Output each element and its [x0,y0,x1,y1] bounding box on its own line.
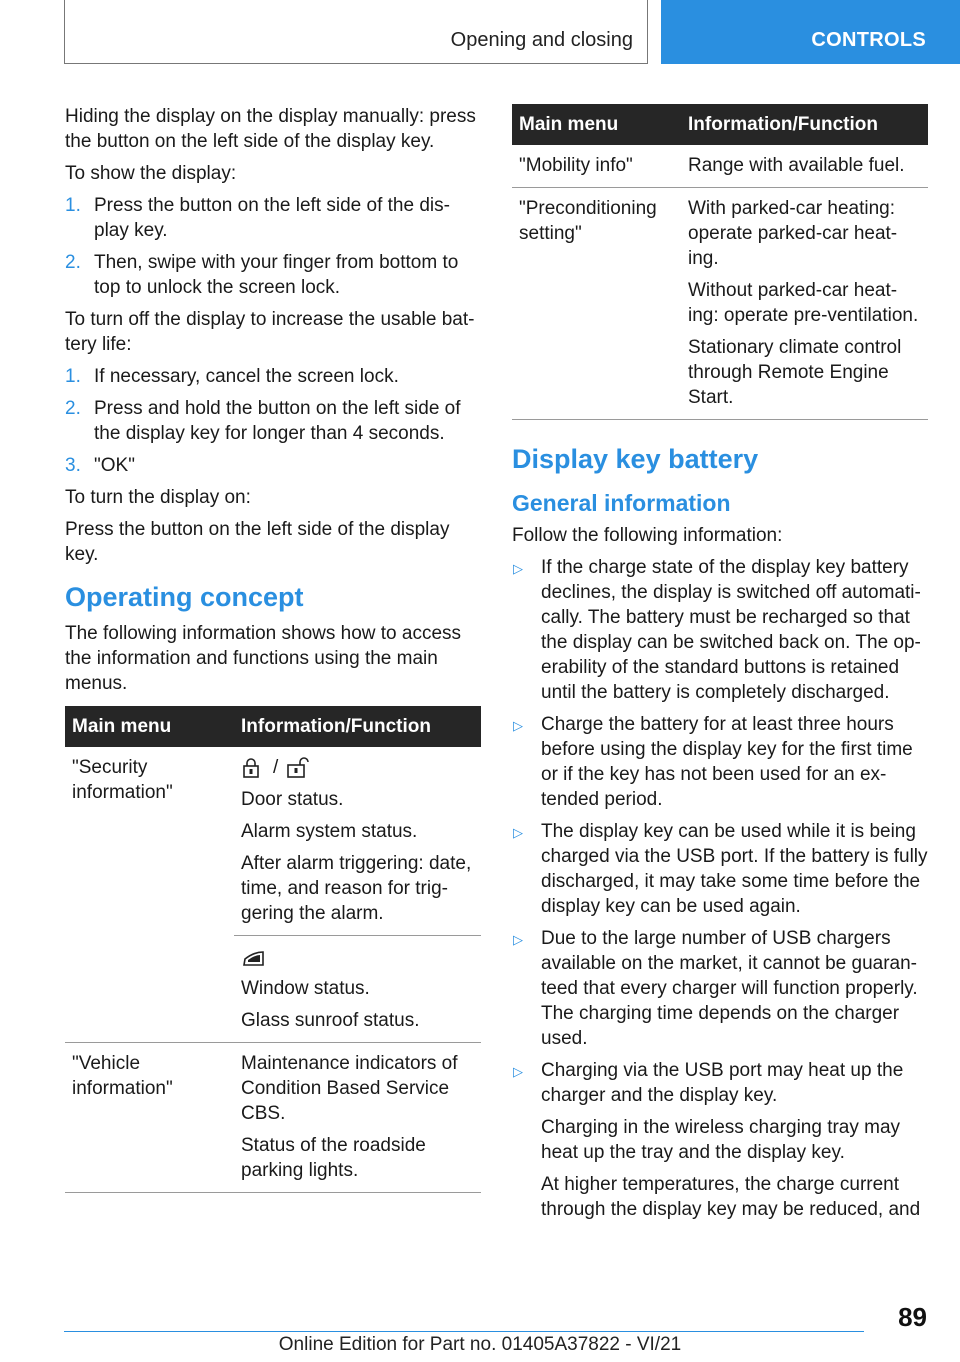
triangle-bullet-icon: ▷ [513,825,523,840]
list-item-text: At higher temperatures, the charge current through the display key may be reduced, and [541,1174,921,1220]
step-text: Press and hold the button on the left side of the display key for longer than 4 seconds. [94,398,461,444]
list-item [512,1058,928,1222]
menu-cell: "Security information" [65,747,234,1043]
list-item-text: Charging via the USB port may heat up the charger and the display key. [541,1060,904,1106]
section-title: Opening and closing [450,29,633,51]
window-icon-line [241,944,474,969]
precond-info: With parked-car heating: operate parked-car heat‐ ing. [688,198,898,269]
list-item-text: Charge the battery for at least three hours before using the display key for the first time or if the key has not been used for an ex‐ tended period. [541,714,913,810]
precond-info: Without parked-car heat‐ ing: operate pre-ventilation. [688,280,919,326]
icon-separator: / [273,757,279,778]
paragraph: Hiding the display on the display manually: press the button on the left side of the display key. [65,106,476,152]
step-item [65,396,481,446]
table-header-row [512,104,928,145]
col-header-main-menu: Main menu [65,706,234,747]
table-row [512,145,928,188]
main-menu-table-continued [512,104,928,420]
maintenance-info: Maintenance indicators of Condition Based Service CBS. [241,1053,458,1124]
triangle-bullet-icon: ▷ [513,1064,523,1079]
after-alarm-info: After alarm triggering: date, time, and reason for trig‐ gering the alarm. [241,853,472,924]
menu-cell: "Preconditioning setting" [512,188,681,420]
info-cell [234,747,481,936]
paragraph: To turn off the display to increase the usable bat‐ tery life: [65,309,475,355]
list-item [512,926,928,1051]
paragraph: Press the button on the left side of the display key. [65,519,450,565]
right-column [512,104,928,1229]
triangle-bullet-icon: ▷ [513,561,523,576]
step-number: 1. [65,195,81,216]
paragraph: To turn the display on: [65,487,251,508]
step-text: Then, swipe with your finger from bottom to top to unlock the screen lock. [94,252,459,298]
parking-lights-info: Status of the roadside parking lights. [241,1135,426,1181]
step-number: 3. [65,455,81,476]
table-row [65,747,481,936]
header-chapter-box [661,0,960,64]
info-cell [234,1043,481,1193]
car-window-icon [241,946,267,968]
section-heading: Operating concept [65,582,304,612]
col-header-main-menu: Main menu [512,104,681,145]
menu-cell: "Mobility info" [512,145,681,188]
door-status: Door status. [241,789,344,810]
triangle-bullet-icon: ▷ [513,718,523,733]
turn-off-steps [65,364,481,478]
step-text: Press the button on the left side of the dis‐ play key. [94,195,450,241]
main-menu-table [65,706,481,1193]
security-icons [241,755,474,780]
step-number: 2. [65,252,81,273]
step-item [65,364,481,389]
step-number: 2. [65,398,81,419]
battery-info-list [512,555,928,1222]
info-cell [234,936,481,1043]
triangle-bullet-icon: ▷ [513,932,523,947]
step-text: "OK" [94,455,135,476]
page-number: 89 [898,1302,927,1332]
section-heading: Display key battery [512,444,759,474]
step-item [65,193,481,243]
step-item [65,250,481,300]
step-item [65,453,481,478]
list-item [512,819,928,919]
step-text: If necessary, cancel the screen lock. [94,366,399,387]
info-cell: Range with available fuel. [681,145,928,188]
show-display-steps [65,193,481,300]
window-status: Window status. [241,978,370,999]
table-header-row [65,706,481,747]
list-item-text: Due to the large number of USB chargers available on the market, it cannot be guaran‐ teed that every charger will function properly. The charging time depends on the charger used. [541,928,918,1049]
table-row [512,188,928,420]
col-header-information: Information/Function [681,104,928,145]
door-open-icon [286,757,316,779]
left-column [65,104,481,1193]
list-item [512,712,928,812]
sunroof-status: Glass sunroof status. [241,1010,420,1031]
paragraph: The following information shows how to access the information and functions using the main menus. [65,623,462,694]
col-header-information: Information/Function [234,706,481,747]
chapter-title: CONTROLS [811,29,926,51]
step-number: 1. [65,366,81,387]
list-item-text: Charging in the wireless charging tray may heat up the tray and the display key. [541,1117,901,1163]
door-lock-icon [241,757,265,779]
footer-edition: Online Edition for Part no. 01405A37822 - VI/21 [278,1334,682,1355]
precond-info: Stationary climate control through Remote Engine Start. [688,337,902,408]
table-row [65,1043,481,1193]
alarm-status: Alarm system status. [241,821,418,842]
header-section-box [64,0,648,64]
paragraph: To show the display: [65,163,237,184]
paragraph: Follow the following information: [512,525,783,546]
list-item-text: The display key can be used while it is being charged via the USB port. If the battery is fully discharged, it may take some time before the display key can be used again. [541,821,928,917]
info-cell [681,188,928,420]
menu-cell: "Vehicle information" [65,1043,234,1193]
list-item-text: If the charge state of the display key battery declines, the display is switched off automati‐ cally. The battery must be recharged so that the display can be switched back on. The op‐ erability of the standard buttons is retained until the battery is completely discharged. [541,557,921,703]
list-item [512,555,928,705]
sub-heading: General information [512,490,731,516]
footer-divider [64,1331,864,1332]
